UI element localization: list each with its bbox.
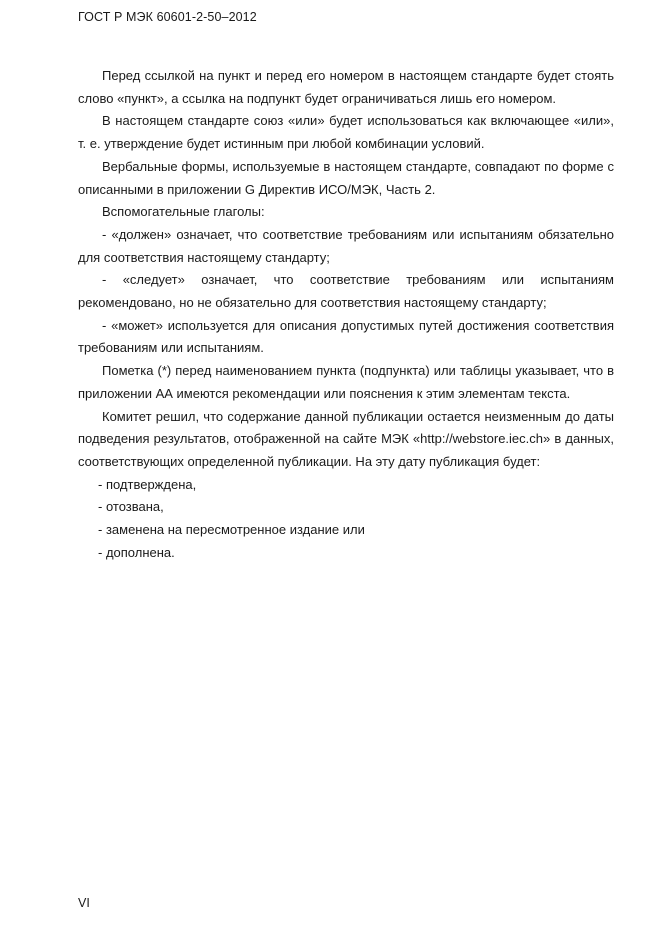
list-item-replaced: - заменена на пересмотренное издание или	[98, 522, 365, 538]
list-item-confirmed: - подтверждена,	[98, 476, 197, 492]
paragraph-or-conjunction: В настоящем стандарте союз «или» будет использоваться как включающее «или», т. е. утверждение будет истинным при любой комбинации условий.	[78, 113, 614, 152]
paragraph-asterisk-note: Пометка (*) перед наименованием пункта (подпункта) или таблицы указывает, что в приложении АА имеются рекомендации или пояснения к этим элементам текста.	[78, 363, 614, 401]
paragraph-should: - «следует» означает, что соответствие требованиям или испытаниям рекомендовано, но не обязательно для соответствия настоящему стандарту;	[78, 272, 614, 311]
paragraph-committee-decision: Комитет решил, что содержание данной публикации остается неизменным до даты подведения результатов, отображенной на сайте МЭК «http://webstore.iec.ch» в данных, соответствующих определенной публикации. На эту дату публикация будет:	[78, 408, 614, 469]
paragraph-verbal-forms: Вербальные формы, используемые в настоящем стандарте, совпадают по форме с описанными в приложении G Директив ИСО/МЭК, Часть 2.	[78, 158, 614, 197]
paragraph-shall: - «должен» означает, что соответствие требованиям или испытаниям обязательно для соответствия настоящему стандарту;	[78, 226, 614, 265]
paragraph-section-reference: Перед ссылкой на пункт и перед его номером в настоящем стандарте будет стоять слово «пункт», а ссылка на подпункт будет ограничиваться лишь его номером.	[78, 68, 614, 106]
list-item-withdrawn: - отозвана,	[98, 499, 164, 515]
list-item-amended: - дополнена.	[98, 544, 175, 560]
paragraph-auxiliary-verbs: Вспомогательные глаголы:	[102, 204, 265, 220]
document-body	[78, 65, 614, 564]
page-number: VI	[78, 896, 90, 910]
paragraph-may: - «может» используется для описания допустимых путей достижения соответствия требованиям или испытаниям.	[78, 317, 614, 356]
document-header: ГОСТ Р МЭК 60601-2-50–2012	[78, 10, 257, 24]
